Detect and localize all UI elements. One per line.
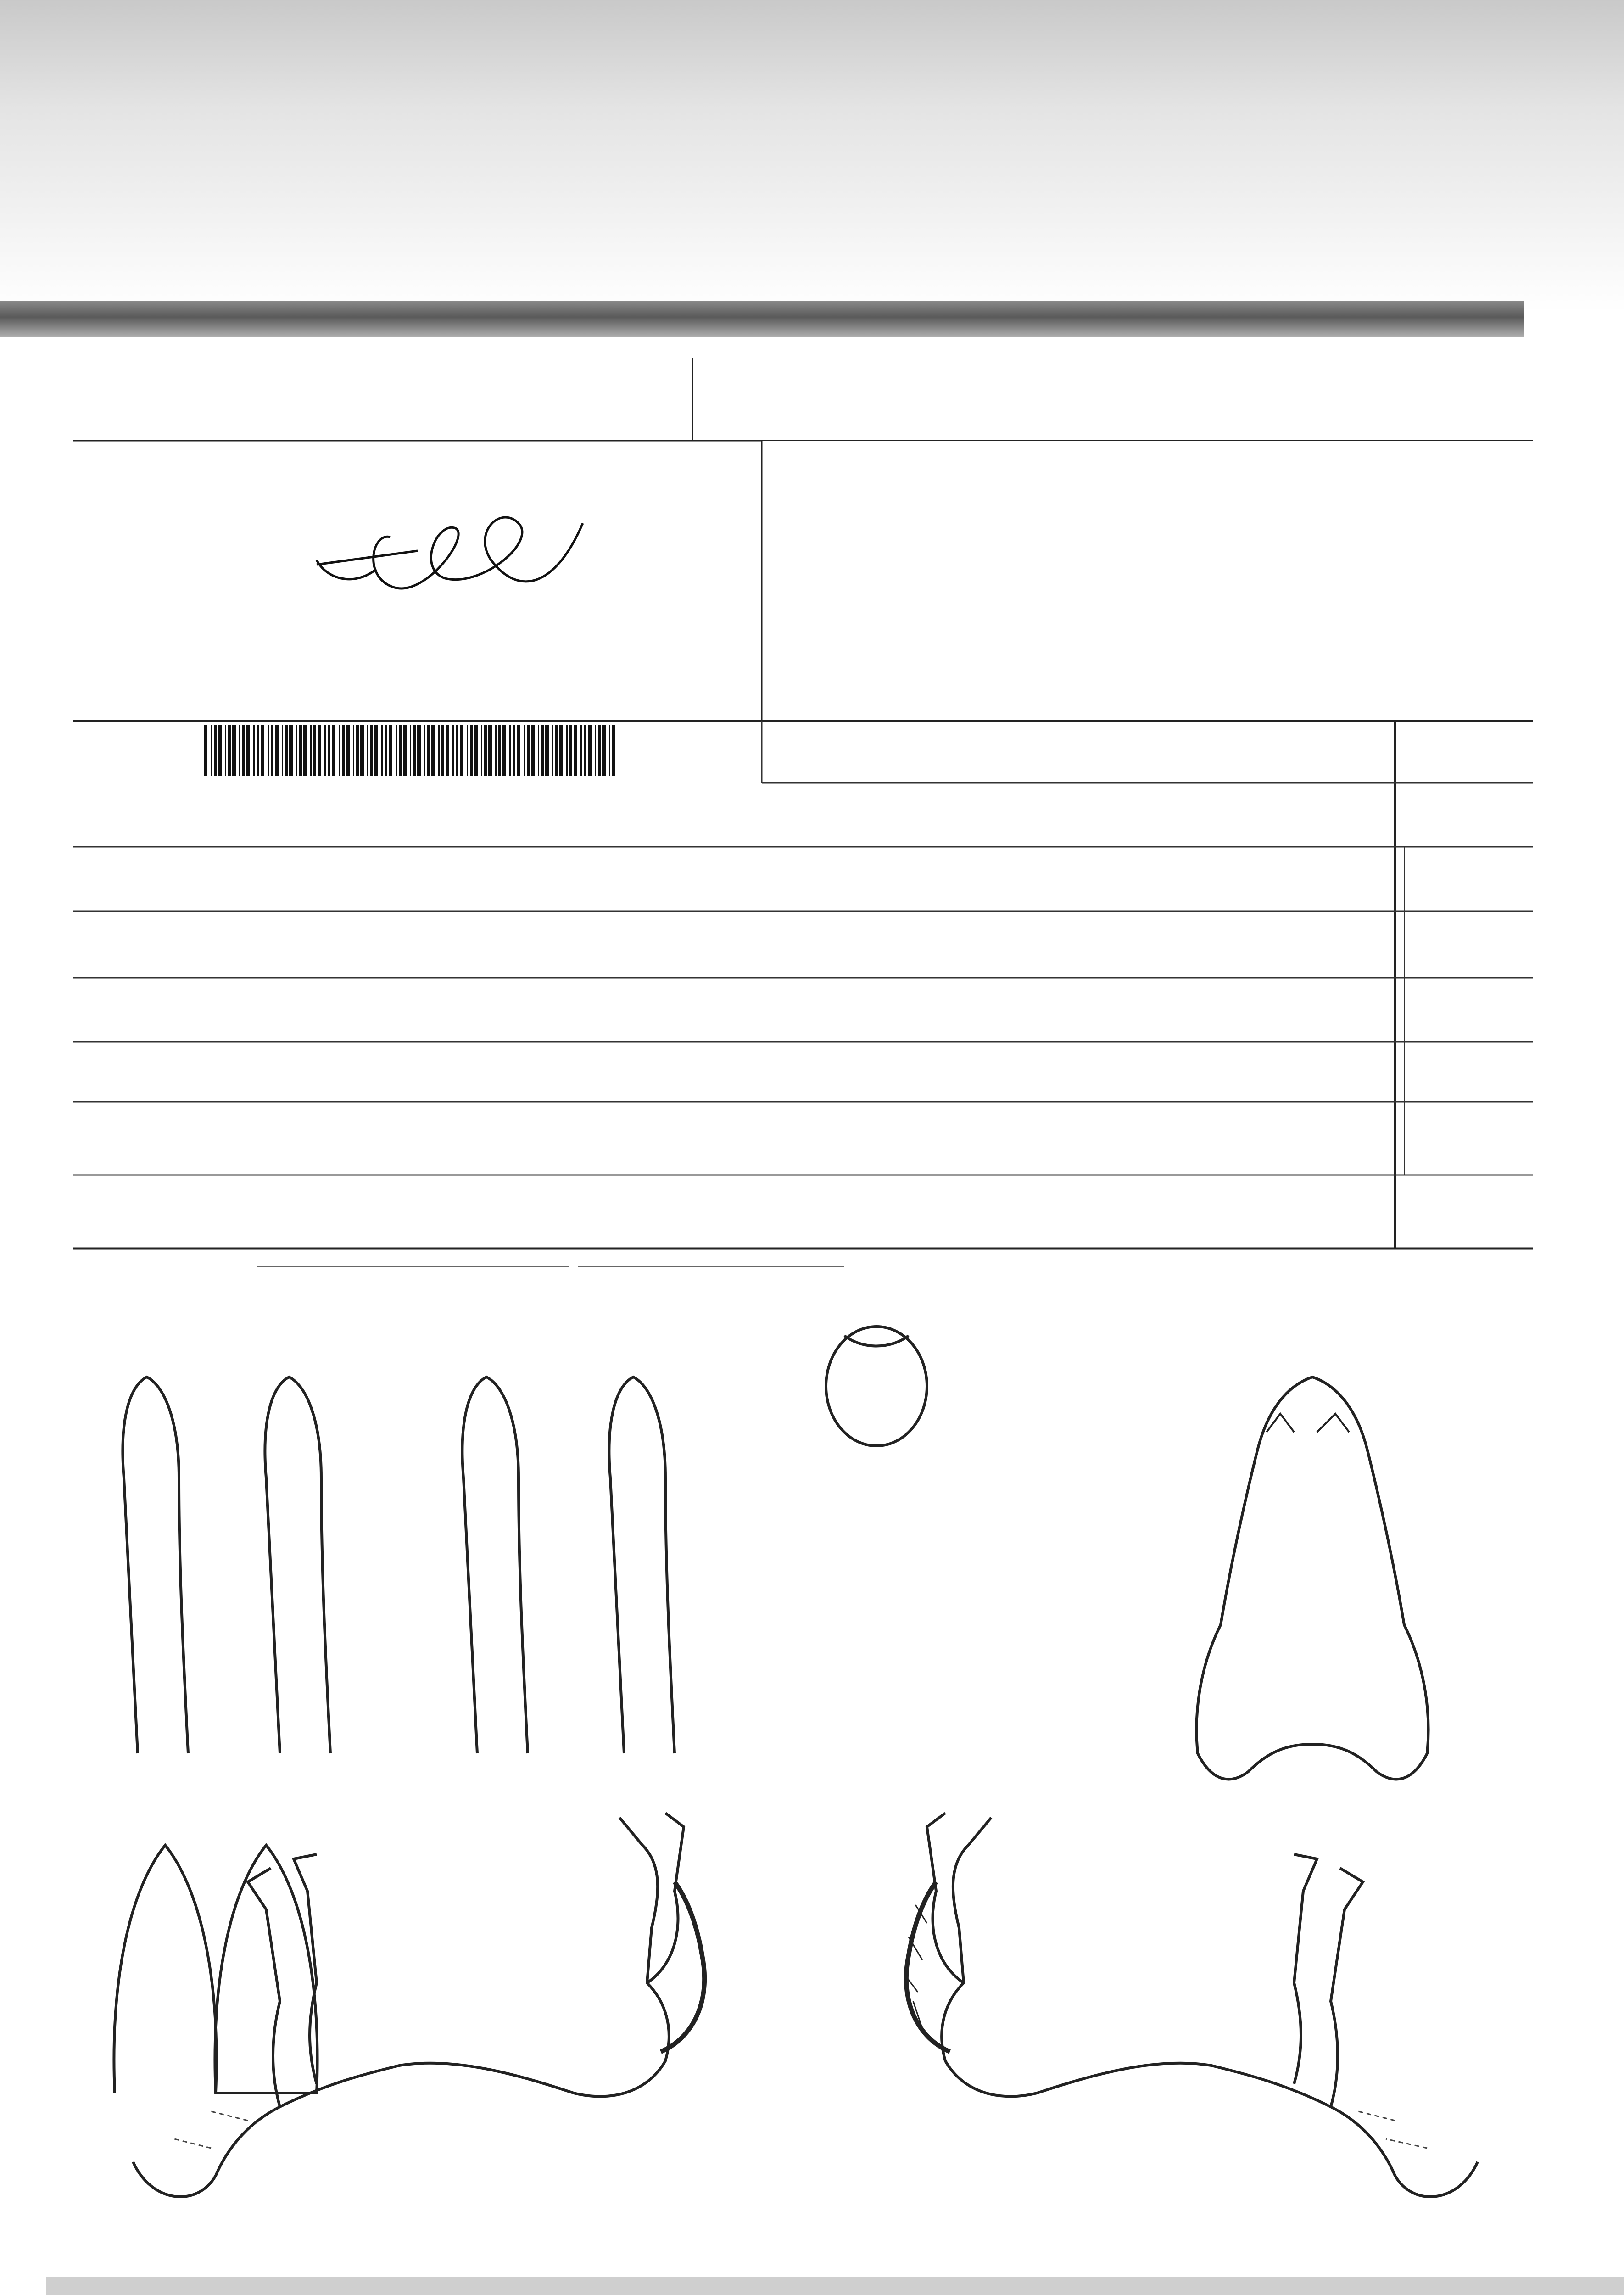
identification-form <box>73 349 1533 2258</box>
form-rules <box>73 349 1533 2258</box>
upper-mid-lower-markers <box>174 2111 1427 2148</box>
hind-rear-view-outline <box>114 1377 330 2093</box>
head-neck-underside-outline <box>1196 1377 1428 1779</box>
scan-edge-band <box>0 301 1524 337</box>
scan-shadow-top <box>0 0 1624 312</box>
horse-left-side-outline <box>906 1813 1478 2197</box>
microchip-barcode <box>202 725 615 776</box>
scan-edge-bottom <box>46 2277 1624 2295</box>
fore-rear-view-outline <box>462 1377 675 1753</box>
horse-right-side-outline <box>133 1813 704 2197</box>
muzzle-outline <box>826 1327 927 1446</box>
surgeon-signature <box>307 496 592 615</box>
